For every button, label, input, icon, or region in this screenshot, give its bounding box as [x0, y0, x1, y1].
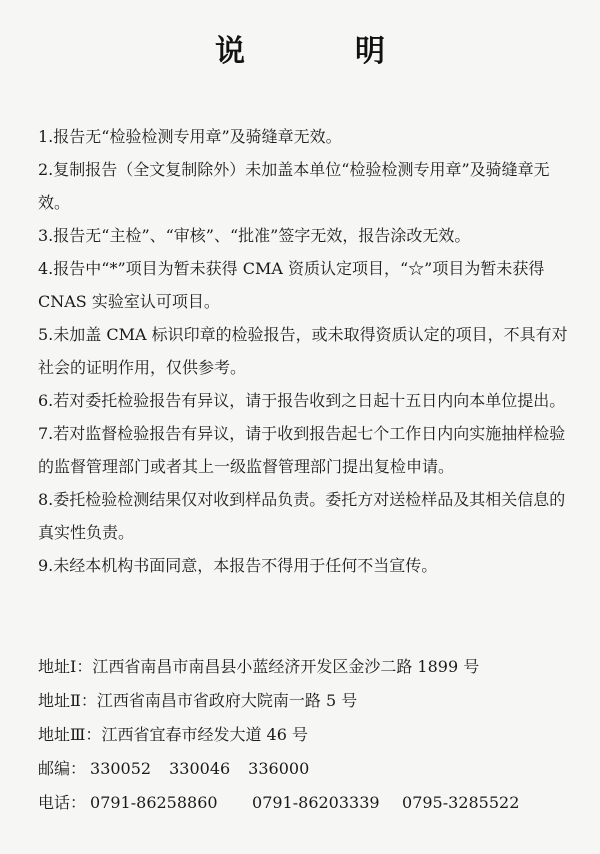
note-item: 3.报告无“主检”、“审核”、“批准”签字无效，报告涂改无效。: [38, 226, 471, 245]
phone-number: 0795-3285522: [402, 793, 520, 812]
note-item: 4.报告中“*”项目为暂未获得 CMA 资质认定项目，“☆”项目为暂未获得 CNAS 实验室认可项目。: [38, 259, 545, 311]
address-1-row: [38, 650, 588, 684]
phone-label: 电话：: [38, 793, 87, 812]
note-item: 9.未经本机构书面同意，本报告不得用于任何不当宣传。: [38, 556, 438, 575]
address-3-row: [38, 718, 588, 752]
address-2-value: 江西省南昌市省政府大院南一路 5 号: [96, 691, 358, 710]
address-2-row: [38, 684, 588, 718]
note-item: 1.报告无“检验检测专用章”及骑缝章无效。: [38, 127, 342, 146]
phone-number: 0791-86258860: [90, 793, 218, 812]
phone-number: 0791-86203339: [252, 793, 380, 812]
address-2-label: 地址Ⅱ：: [38, 691, 97, 710]
notes-list: [38, 120, 578, 582]
note-item: 5.未加盖 CMA 标识印章的检验报告，或未取得资质认定的项目，不具有对社会的证明作用，仅供参考。: [38, 325, 568, 377]
postcode-label: 邮编：: [38, 759, 87, 778]
page-title: 说 明: [215, 34, 425, 69]
address-1-label: 地址Ⅰ：: [38, 657, 93, 676]
phone-row: [38, 786, 588, 820]
address-3-value: 江西省宜春市经发大道 46 号: [101, 725, 308, 744]
address-1-value: 江西省南昌市南昌县小蓝经济开发区金沙二路 1899 号: [92, 657, 480, 676]
postcode-value: 330052: [90, 759, 152, 778]
postcode-row: [38, 752, 588, 786]
postcode-value: 330046: [169, 759, 231, 778]
address-3-label: 地址Ⅲ：: [38, 725, 102, 744]
contact-block: [38, 650, 588, 820]
note-item: 8.委托检验检测结果仅对收到样品负责。委托方对送检样品及其相关信息的真实性负责。: [38, 490, 566, 542]
note-item: 6.若对委托检验报告有异议，请于报告收到之日起十五日内向本单位提出。: [38, 391, 566, 410]
note-item: 7.若对监督检验报告有异议，请于收到报告起七个工作日内向实施抽样检验的监督管理部门或者其上一级监督管理部门提出复检申请。: [38, 424, 566, 476]
postcode-value: 336000: [248, 759, 310, 778]
note-item: 2.复制报告（全文复制除外）未加盖本单位“检验检测专用章”及骑缝章无效。: [38, 160, 550, 212]
